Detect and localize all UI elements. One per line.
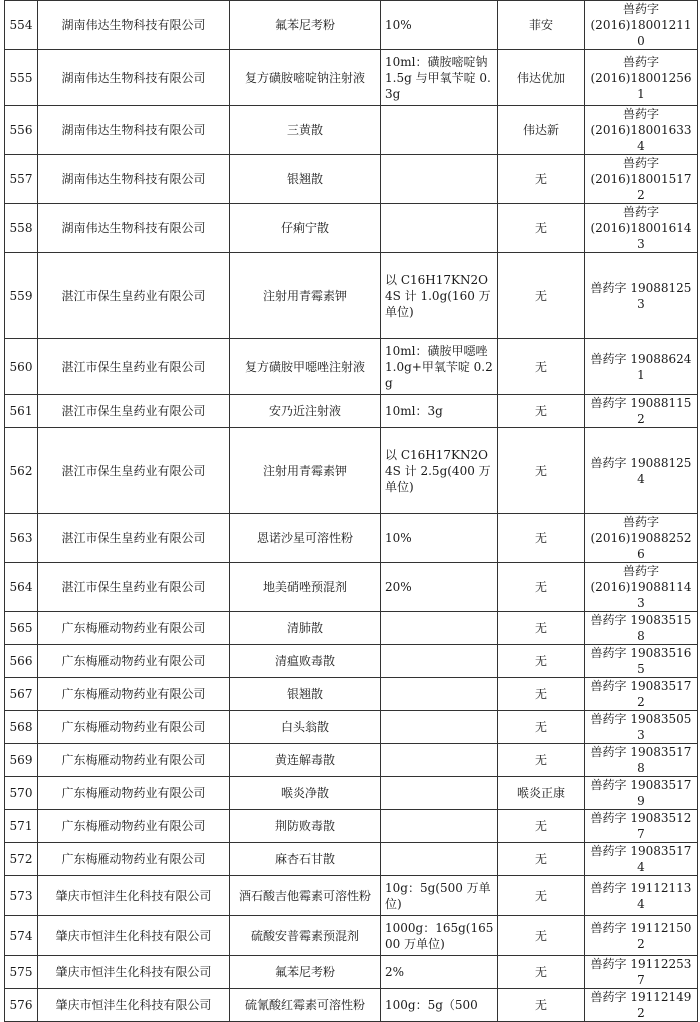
specification: 以 C16H17KN2O4S 计 2.5g(400 万单位) — [381, 428, 498, 514]
table-row — [5, 514, 698, 563]
brand-name: 无 — [498, 989, 585, 1022]
approval-number: 兽药字 190881152 — [585, 395, 698, 428]
company-name: 肇庆市恒沣生化科技有限公司 — [38, 876, 230, 916]
specification — [381, 612, 498, 645]
product-name: 复方磺胺嘧啶钠注射液 — [230, 50, 381, 106]
specification — [381, 645, 498, 678]
table-row — [5, 989, 698, 1022]
brand-name: 无 — [498, 645, 585, 678]
approval-number: 兽药字 191121492 — [585, 989, 698, 1022]
product-name: 硫酸安普霉素预混剂 — [230, 916, 381, 956]
row-number: 573 — [5, 876, 38, 916]
approval-number: 兽药字 191121502 — [585, 916, 698, 956]
table-row — [5, 711, 698, 744]
brand-name: 无 — [498, 916, 585, 956]
brand-name: 无 — [498, 711, 585, 744]
approval-number: 兽药字 190835053 — [585, 711, 698, 744]
brand-name: 无 — [498, 253, 585, 339]
row-number: 567 — [5, 678, 38, 711]
company-name: 湛江市保生皇药业有限公司 — [38, 339, 230, 395]
product-name: 荆防败毒散 — [230, 810, 381, 843]
company-name: 广东梅雁动物药业有限公司 — [38, 843, 230, 876]
product-name: 注射用青霉素钾 — [230, 428, 381, 514]
approval-number: 兽药字 (2016)180015172 — [585, 155, 698, 204]
brand-name: 无 — [498, 514, 585, 563]
approval-number: 兽药字 (2016)190882526 — [585, 514, 698, 563]
product-name: 恩诺沙星可溶性粉 — [230, 514, 381, 563]
company-name: 广东梅雁动物药业有限公司 — [38, 678, 230, 711]
table-row — [5, 253, 698, 339]
brand-name: 无 — [498, 744, 585, 777]
approval-number: 兽药字 190881254 — [585, 428, 698, 514]
brand-name: 无 — [498, 428, 585, 514]
row-number: 575 — [5, 956, 38, 989]
table-row — [5, 1, 698, 50]
product-name: 硫氰酸红霉素可溶性粉 — [230, 989, 381, 1022]
approval-number: 兽药字 190886241 — [585, 339, 698, 395]
approval-number: 兽药字 191122537 — [585, 956, 698, 989]
row-number: 564 — [5, 563, 38, 612]
product-name: 白头翁散 — [230, 711, 381, 744]
approval-number: 兽药字 191121134 — [585, 876, 698, 916]
approval-number: 兽药字 (2016)180016334 — [585, 106, 698, 155]
row-number: 555 — [5, 50, 38, 106]
specification: 10g：5g(500 万单位) — [381, 876, 498, 916]
product-name: 复方磺胺甲噁唑注射液 — [230, 339, 381, 395]
table-row — [5, 339, 698, 395]
company-name: 肇庆市恒沣生化科技有限公司 — [38, 989, 230, 1022]
specification — [381, 810, 498, 843]
brand-name: 无 — [498, 339, 585, 395]
row-number: 565 — [5, 612, 38, 645]
product-name: 仔痢宁散 — [230, 204, 381, 253]
table-row — [5, 50, 698, 106]
row-number: 559 — [5, 253, 38, 339]
company-name: 湖南伟达生物科技有限公司 — [38, 155, 230, 204]
row-number: 570 — [5, 777, 38, 810]
product-name: 安乃近注射液 — [230, 395, 381, 428]
table-row — [5, 204, 698, 253]
row-number: 562 — [5, 428, 38, 514]
approval-number: 兽药字 190835158 — [585, 612, 698, 645]
company-name: 湖南伟达生物科技有限公司 — [38, 204, 230, 253]
row-number: 558 — [5, 204, 38, 253]
specification — [381, 777, 498, 810]
specification — [381, 204, 498, 253]
table-row — [5, 612, 698, 645]
table-row — [5, 744, 698, 777]
brand-name: 无 — [498, 810, 585, 843]
brand-name: 伟达优加 — [498, 50, 585, 106]
product-name: 银翘散 — [230, 155, 381, 204]
table-row — [5, 956, 698, 989]
product-name: 清肺散 — [230, 612, 381, 645]
specification: 以 C16H17KN2O4S 计 1.0g(160 万单位) — [381, 253, 498, 339]
table-row — [5, 843, 698, 876]
row-number: 571 — [5, 810, 38, 843]
table-row — [5, 155, 698, 204]
row-number: 557 — [5, 155, 38, 204]
company-name: 广东梅雁动物药业有限公司 — [38, 744, 230, 777]
product-name: 地美硝唑预混剂 — [230, 563, 381, 612]
specification — [381, 155, 498, 204]
brand-name: 喉炎正康 — [498, 777, 585, 810]
table-row — [5, 777, 698, 810]
product-name: 喉炎净散 — [230, 777, 381, 810]
brand-name: 无 — [498, 395, 585, 428]
product-name: 麻杏石甘散 — [230, 843, 381, 876]
table-row — [5, 916, 698, 956]
company-name: 湖南伟达生物科技有限公司 — [38, 1, 230, 50]
approval-number: 兽药字 190835179 — [585, 777, 698, 810]
approval-number: 兽药字 190835178 — [585, 744, 698, 777]
company-name: 湛江市保生皇药业有限公司 — [38, 563, 230, 612]
specification: 100g：5g（500 — [381, 989, 498, 1022]
company-name: 湛江市保生皇药业有限公司 — [38, 514, 230, 563]
company-name: 湖南伟达生物科技有限公司 — [38, 50, 230, 106]
company-name: 肇庆市恒沣生化科技有限公司 — [38, 916, 230, 956]
company-name: 广东梅雁动物药业有限公司 — [38, 645, 230, 678]
row-number: 574 — [5, 916, 38, 956]
specification: 20% — [381, 563, 498, 612]
row-number: 576 — [5, 989, 38, 1022]
specification — [381, 678, 498, 711]
approval-number: 兽药字 (2016)190881143 — [585, 563, 698, 612]
approval-number: 兽药字 190835172 — [585, 678, 698, 711]
table-row — [5, 563, 698, 612]
brand-name: 无 — [498, 956, 585, 989]
table-row — [5, 645, 698, 678]
brand-name: 无 — [498, 678, 585, 711]
specification: 2% — [381, 956, 498, 989]
brand-name: 无 — [498, 155, 585, 204]
row-number: 560 — [5, 339, 38, 395]
row-number: 572 — [5, 843, 38, 876]
specification: 10ml：磺胺嘧啶钠 1.5g 与甲氧苄啶 0.3g — [381, 50, 498, 106]
table-row — [5, 395, 698, 428]
company-name: 广东梅雁动物药业有限公司 — [38, 612, 230, 645]
product-name: 银翘散 — [230, 678, 381, 711]
specification: 10ml：3g — [381, 395, 498, 428]
approval-number: 兽药字 190835127 — [585, 810, 698, 843]
company-name: 广东梅雁动物药业有限公司 — [38, 777, 230, 810]
company-name: 湛江市保生皇药业有限公司 — [38, 428, 230, 514]
row-number: 566 — [5, 645, 38, 678]
row-number: 569 — [5, 744, 38, 777]
company-name: 湖南伟达生物科技有限公司 — [38, 106, 230, 155]
brand-name: 无 — [498, 612, 585, 645]
specification: 1000g：165g(16500 万单位) — [381, 916, 498, 956]
brand-name: 菲安 — [498, 1, 585, 50]
brand-name: 无 — [498, 204, 585, 253]
product-name: 三黄散 — [230, 106, 381, 155]
specification — [381, 106, 498, 155]
approval-number: 兽药字 190835165 — [585, 645, 698, 678]
brand-name: 伟达新 — [498, 106, 585, 155]
row-number: 561 — [5, 395, 38, 428]
product-name: 注射用青霉素钾 — [230, 253, 381, 339]
approval-number: 兽药字 (2016)180012561 — [585, 50, 698, 106]
company-name: 广东梅雁动物药业有限公司 — [38, 711, 230, 744]
table-row — [5, 428, 698, 514]
specification — [381, 711, 498, 744]
company-name: 湛江市保生皇药业有限公司 — [38, 395, 230, 428]
brand-name: 无 — [498, 876, 585, 916]
product-name: 氟苯尼考粉 — [230, 956, 381, 989]
brand-name: 无 — [498, 843, 585, 876]
approval-number: 兽药字 190835174 — [585, 843, 698, 876]
approval-number: 兽药字 190881253 — [585, 253, 698, 339]
specification — [381, 843, 498, 876]
specification — [381, 744, 498, 777]
brand-name: 无 — [498, 563, 585, 612]
company-name: 肇庆市恒沣生化科技有限公司 — [38, 956, 230, 989]
specification: 10% — [381, 514, 498, 563]
table-row — [5, 876, 698, 916]
company-name: 湛江市保生皇药业有限公司 — [38, 253, 230, 339]
row-number: 568 — [5, 711, 38, 744]
specification: 10ml：磺胺甲噁唑 1.0g+甲氧苄啶 0.2g — [381, 339, 498, 395]
approval-number: 兽药字 (2016)180016143 — [585, 204, 698, 253]
product-name: 黄连解毒散 — [230, 744, 381, 777]
company-name: 广东梅雁动物药业有限公司 — [38, 810, 230, 843]
row-number: 563 — [5, 514, 38, 563]
row-number: 556 — [5, 106, 38, 155]
table-row — [5, 810, 698, 843]
product-table — [4, 0, 698, 1022]
row-number: 554 — [5, 1, 38, 50]
product-name: 氟苯尼考粉 — [230, 1, 381, 50]
product-name: 清瘟败毒散 — [230, 645, 381, 678]
table-row — [5, 106, 698, 155]
table-row — [5, 678, 698, 711]
specification: 10% — [381, 1, 498, 50]
product-name: 酒石酸吉他霉素可溶性粉 — [230, 876, 381, 916]
approval-number: 兽药字 (2016)180012110 — [585, 1, 698, 50]
